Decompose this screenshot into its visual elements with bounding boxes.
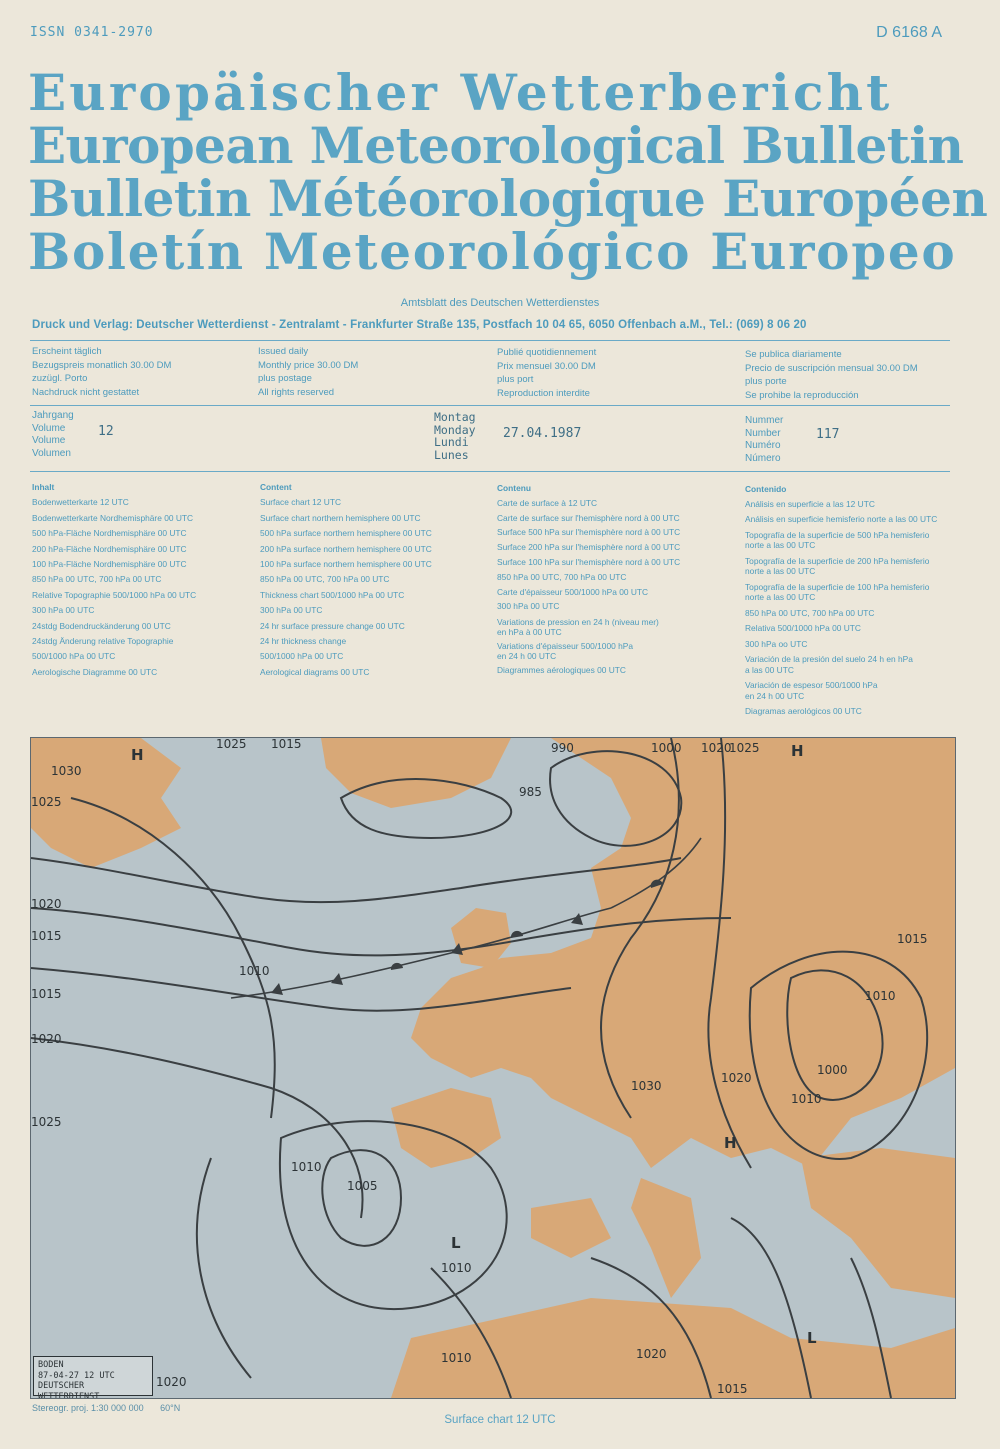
contents-item: Diagramas aerológicos 00 UTC — [745, 706, 862, 716]
pricing-line: plus porte — [745, 376, 787, 387]
low-pressure-marker: L — [451, 1234, 461, 1252]
contents-item: 850 hPa 00 UTC, 700 hPa 00 UTC — [260, 574, 390, 585]
stamp-line: 87-04-27 12 UTC — [38, 1370, 115, 1381]
contents-item: 24stdg Änderung relative Topographie — [32, 636, 174, 647]
volume-label: Jahrgang — [32, 410, 74, 421]
contents-item: 100 hPa surface northern hemisphere 00 UTC — [260, 559, 432, 570]
contents-item: 200 hPa-Fläche Nordhemisphäre 00 UTC — [32, 543, 187, 554]
surface-weather-map — [30, 737, 956, 1399]
volume-label: Volume — [32, 422, 66, 434]
pricing-line: Publié quotidiennement — [497, 347, 597, 358]
contents-item: norte a las 00 UTC — [745, 540, 816, 550]
contents-item: Relative Topographie 500/1000 hPa 00 UTC — [32, 589, 197, 600]
title-german: Europäischer Wetterbericht — [28, 63, 893, 122]
contents-item: Variación de espesor 500/1000 hPa — [745, 680, 878, 690]
number-label: Número — [745, 452, 781, 464]
contents-item: Thickness chart 500/1000 hPa 00 UTC — [260, 589, 405, 600]
contents-heading: Content — [260, 482, 292, 492]
divider — [30, 405, 950, 406]
high-pressure-marker: H — [131, 746, 144, 764]
isobar-label: 1010 — [791, 1092, 822, 1106]
contents-item: Carte d'épaisseur 500/1000 hPa 00 UTC — [497, 586, 649, 597]
number-label: Numéro — [745, 440, 781, 451]
volume-label: Volumen — [32, 447, 71, 459]
pricing-line: Bezugspreis monatlich 30.00 DM — [32, 359, 172, 371]
title-spanish: Boletín Meteorológico Europeo — [28, 222, 957, 281]
divider — [30, 340, 950, 341]
contents-item: Relativa 500/1000 hPa 00 UTC — [745, 623, 861, 633]
isobar-label: 1030 — [631, 1079, 662, 1093]
pricing-line: Issued daily — [258, 346, 309, 357]
isobar-label: 1010 — [865, 989, 896, 1003]
divider — [30, 471, 950, 472]
contents-item: 500 hPa surface northern hemisphere 00 UTC — [260, 528, 432, 539]
volume-labels — [32, 410, 74, 460]
isobar-label: 1010 — [239, 964, 270, 978]
weekday-label: Monday — [434, 422, 476, 437]
contents-item: norte a las 00 UTC — [745, 566, 816, 576]
pricing-german — [32, 345, 171, 399]
isobar-label: 1010 — [441, 1351, 472, 1365]
projection-caption — [32, 1403, 180, 1413]
contents-spanish — [745, 484, 937, 717]
issue-number: 117 — [816, 427, 840, 442]
isobar-label: 1020 — [31, 1032, 62, 1046]
isobar-label: 990 — [551, 741, 574, 755]
volume-label: Volume — [32, 435, 66, 446]
volume-value: 12 — [98, 424, 114, 439]
pricing-french — [497, 346, 596, 400]
chart-stamp — [33, 1356, 153, 1399]
isobar-label: 1020 — [721, 1071, 752, 1085]
title-english: European Meteorological Bulletin — [28, 116, 964, 175]
isobar-label: 1000 — [651, 741, 682, 755]
publisher-line: Druck und Verlag: Deutscher Wetterdienst - Zentralamt - Frankfurter Straße 135, Postfach 10 04 65, 6050 Offenbach a.M., Tel.: (069) 8 06 20 — [32, 319, 807, 331]
pricing-line: Reproduction interdite — [497, 387, 590, 399]
isobar-label: 1015 — [271, 738, 302, 751]
pricing-spanish — [745, 348, 918, 402]
isobar-label: 1020 — [701, 741, 732, 755]
isobar-label: 1025 — [216, 738, 247, 751]
contents-item: Topografía de la superficie de 500 hPa hemisferio — [745, 529, 930, 540]
latitude-label: 60°N — [160, 1403, 181, 1413]
pricing-line: Monthly price 30.00 DM — [258, 359, 359, 371]
contents-item: 850 hPa 00 UTC, 700 hPa 00 UTC — [745, 607, 875, 618]
weekday-label: Lunes — [434, 447, 469, 462]
isobar-label: 1020 — [156, 1375, 187, 1389]
title-french: Bulletin Météorologique Européen — [28, 169, 988, 228]
high-pressure-marker: H — [791, 742, 804, 760]
contents-item: en 24 h 00 UTC — [745, 690, 805, 701]
chart-caption: Surface chart 12 UTC — [444, 1414, 556, 1426]
contents-item: en hPa à 00 UTC — [497, 627, 562, 638]
isobar-label: 1015 — [31, 929, 62, 943]
pricing-line: Se publica diariamente — [745, 349, 842, 360]
contents-item: 300 hPa oo UTC — [745, 638, 808, 649]
pricing-line: Precio de suscripción mensual 30.00 DM — [745, 362, 918, 374]
pricing-line: Se prohibe la reproducción — [745, 389, 859, 401]
publication-code: D 6168 A — [876, 24, 942, 41]
contents-item: Topografía de la superficie de 100 hPa hemisferio — [745, 581, 930, 592]
projection-label: Stereogr. proj. 1:30 000 000 — [32, 1403, 144, 1413]
pricing-line: zuzügl. Porto — [32, 373, 88, 384]
contents-item: 24 hr surface pressure change 00 UTC — [260, 620, 405, 631]
contents-item: Carte de surface sur l'hemisphère nord à 00 UTC — [497, 512, 680, 523]
contents-item: 500/1000 hPa 00 UTC — [260, 651, 344, 662]
contents-item: Carte de surface à 12 UTC — [497, 497, 598, 508]
contents-item: Bodenwetterkarte Nordhemisphäre 00 UTC — [32, 512, 194, 523]
contents-heading: Contenu — [497, 483, 531, 493]
weekday-label: Lundi — [434, 435, 469, 449]
contents-item: Aerological diagrams 00 UTC — [260, 666, 370, 677]
low-pressure-marker: L — [807, 1329, 817, 1347]
stamp-line: DEUTSCHER WETTERDIENST — [38, 1381, 100, 1399]
contents-french — [497, 481, 680, 678]
issn-number: ISSN 0341-2970 — [30, 25, 154, 40]
contents-german — [32, 480, 196, 680]
pricing-english — [258, 345, 358, 399]
contents-heading: Inhalt — [32, 482, 55, 492]
pricing-line: plus postage — [258, 373, 312, 384]
contents-heading: Contenido — [745, 484, 787, 494]
contents-item: 24stdg Bodendruckänderung 00 UTC — [32, 620, 171, 631]
contents-item: Surface 500 hPa sur l'hemisphère nord à 00 UTC — [497, 527, 681, 538]
number-label: Nummer — [745, 415, 784, 426]
isobar-label: 1015 — [31, 987, 62, 1001]
contents-item: Surface chart 12 UTC — [260, 497, 341, 508]
isobar-label: 1000 — [817, 1063, 848, 1077]
isobar-label: 1025 — [729, 741, 760, 755]
contents-item: 300 hPa 00 UTC — [260, 605, 323, 616]
title-block — [28, 63, 988, 281]
isobar-label: 1020 — [31, 897, 62, 911]
number-label: Number — [745, 427, 781, 439]
isobar-label: 1010 — [291, 1160, 322, 1174]
contents-item: 100 hPa-Fläche Nordhemisphäre 00 UTC — [32, 559, 187, 570]
contents-item: 500 hPa-Fläche Nordhemisphäre 00 UTC — [32, 528, 187, 539]
pricing-line: plus port — [497, 374, 534, 385]
contents-item: 850 hPa 00 UTC, 700 hPa 00 UTC — [497, 571, 627, 582]
high-pressure-marker: H — [724, 1134, 737, 1152]
pricing-line: Nachdruck nicht gestattet — [32, 386, 140, 398]
issue-date: 27.04.1987 — [503, 426, 582, 441]
contents-item: Topografía de la superficie de 200 hPa hemisferio — [745, 555, 930, 566]
isobar-label: 1005 — [347, 1179, 378, 1193]
contents-item: en 24 h 00 UTC — [497, 651, 557, 662]
isobar-label: 1030 — [51, 764, 82, 778]
isobar-label: 1015 — [897, 932, 928, 946]
contents-item: Bodenwetterkarte 12 UTC — [32, 497, 129, 508]
contents-item: Variación de la presión del suelo 24 h en hPa — [745, 654, 913, 664]
contents-item: Análisis en superficie a las 12 UTC — [745, 498, 875, 509]
contents-item: norte a las 00 UTC — [745, 592, 816, 602]
contents-item: 850 hPa 00 UTC, 700 hPa 00 UTC — [32, 574, 162, 585]
weekday-label: Montag — [434, 410, 476, 424]
contents-item: Análisis en superficie hemisferio norte a las 00 UTC — [745, 514, 938, 524]
weekday-labels — [434, 411, 476, 461]
subtitle: Amtsblatt des Deutschen Wetterdienstes — [400, 297, 600, 309]
contents-item: Diagrammes aérologiques 00 UTC — [497, 665, 626, 676]
contents-item: 500/1000 hPa 00 UTC — [32, 651, 116, 662]
contents-item: 300 hPa 00 UTC — [32, 605, 95, 616]
isobar-label: 1010 — [441, 1261, 472, 1275]
contents-item: Aerologische Diagramme 00 UTC — [32, 666, 158, 677]
isobar-label: 1020 — [636, 1347, 667, 1361]
isobar-label: 1025 — [31, 795, 62, 809]
contents-item: Surface chart northern hemisphere 00 UTC — [260, 512, 421, 523]
contents-item: 24 hr thickness change — [260, 636, 347, 647]
contents-item: Variations de pression en 24 h (niveau mer) — [497, 617, 659, 628]
contents-item: Surface 200 hPa sur l'hemisphère nord à 00 UTC — [497, 542, 681, 553]
contents-item: 200 hPa surface northern hemisphere 00 UTC — [260, 543, 432, 554]
map-graphic — [31, 738, 955, 1398]
stamp-line: BODEN — [38, 1360, 64, 1370]
contents-item: Variations d'épaisseur 500/1000 hPa — [497, 641, 634, 652]
contents-item: Surface 100 hPa sur l'hemisphère nord à 00 UTC — [497, 556, 681, 567]
contents-english — [260, 480, 432, 680]
isobar-label: 1015 — [717, 1382, 748, 1396]
pricing-line: Erscheint täglich — [32, 346, 102, 357]
pricing-line: Prix mensuel 30.00 DM — [497, 360, 596, 372]
number-labels — [745, 415, 783, 465]
contents-item: a las 00 UTC — [745, 664, 794, 675]
contents-item: 300 hPa 00 UTC — [497, 601, 560, 612]
isobar-label: 985 — [519, 785, 542, 799]
pricing-line: All rights reserved — [258, 386, 335, 398]
isobar-label: 1025 — [31, 1115, 62, 1129]
